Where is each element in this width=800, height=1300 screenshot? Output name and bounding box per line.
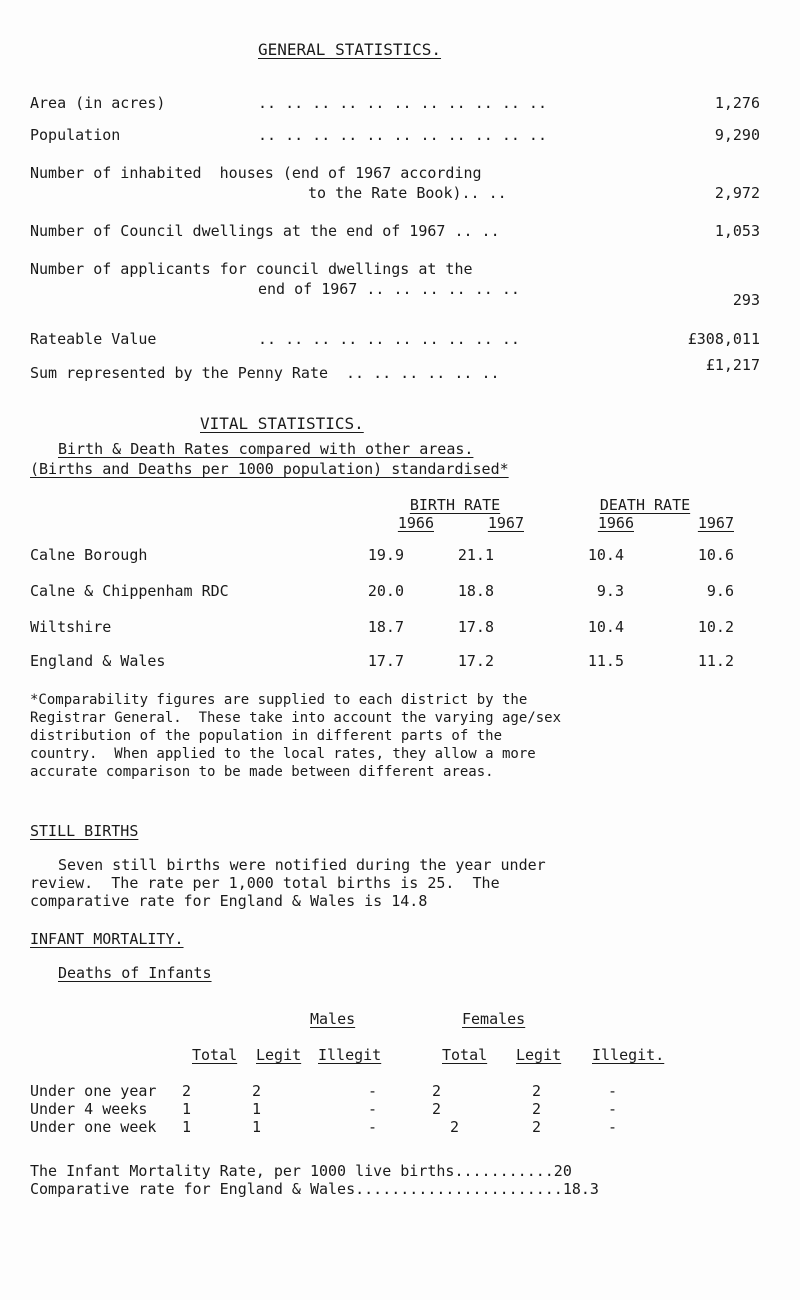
still-births-text: comparative rate for England & Wales is 14.8 [30,892,428,910]
rateable-value-value: £308,011 [687,330,760,348]
table-cell: 21.1 [457,546,494,564]
table-cell: 10.4 [587,546,624,564]
table-cell: - [608,1100,618,1118]
males-header: Males [310,1010,356,1028]
houses-value: 2,972 [714,184,760,202]
applicants-label: Number of applicants for council dwellings at the [30,260,473,278]
table-cell: 2 [532,1118,542,1136]
infant-mortality-heading: INFANT MORTALITY. [30,930,184,948]
footnote-line: Registrar General. These take into account the varying age/sex [30,710,562,726]
table-cell: - [368,1100,378,1118]
table-row-area: Calne & Chippenham RDC [30,582,229,600]
penny-rate-value: £1,217 [705,356,760,374]
table-cell: 1 [182,1118,192,1136]
year-header: 1966 [397,514,434,532]
column-header: Legit [256,1046,302,1064]
column-header: Illegit. [592,1046,665,1064]
table-cell: 2 [532,1100,542,1118]
table-cell: - [608,1118,618,1136]
table-row-label: Under one week [30,1118,157,1136]
year-header: 1967 [697,514,734,532]
table-cell: 2 [182,1082,192,1100]
council-dwellings-value: 1,053 [714,222,760,240]
table-row-label: Under one year [30,1082,157,1100]
footnote-line: accurate comparison to be made between different areas. [30,764,494,780]
penny-rate-dots: .. .. .. .. .. .. [346,364,500,382]
vital-heading: VITAL STATISTICS. [200,414,364,433]
table-cell: 19.9 [367,546,404,564]
table-row-label: Under 4 weeks [30,1100,148,1118]
table-cell: 10.6 [697,546,734,564]
area-dots: .. .. .. .. .. .. .. .. .. .. .. [258,94,547,112]
houses-label-cont: to the Rate Book).. .. [308,184,507,202]
table-cell: 17.7 [367,652,404,670]
table-cell: 20.0 [367,582,404,600]
birth-rate-header: BIRTH RATE [409,496,501,514]
area-label: Area (in acres) [30,94,166,112]
table-cell: 2 [532,1082,542,1100]
table-cell: 17.8 [457,618,494,636]
table-row-area: England & Wales [30,652,166,670]
penny-rate-label: Sum represented by the Penny Rate [30,364,329,382]
table-cell: - [368,1118,378,1136]
table-cell: 9.3 [596,582,624,600]
year-header: 1967 [487,514,524,532]
houses-label: Number of inhabited houses (end of 1967 according [30,164,482,182]
footnote-line: distribution of the population in different parts of the [30,728,503,744]
deaths-of-infants-heading: Deaths of Infants [58,964,212,982]
vital-subheading-1: Birth & Death Rates compared with other areas. [58,440,474,458]
table-cell: 10.4 [587,618,624,636]
table-cell: 11.2 [697,652,734,670]
column-header: Legit [516,1046,562,1064]
table-cell: 9.6 [706,582,734,600]
table-cell: 2 [432,1082,442,1100]
females-header: Females [462,1010,526,1028]
still-births-heading: STILL BIRTHS [30,822,139,840]
infant-mortality-rate: The Infant Mortality Rate, per 1000 live births...........20 [30,1162,572,1180]
applicants-label-cont: end of 1967 .. .. .. .. .. .. [258,280,520,298]
death-rate-header: DEATH RATE [599,496,691,514]
rateable-value-dots: .. .. .. .. .. .. .. .. .. .. [258,330,520,348]
year-header: 1966 [597,514,634,532]
footnote-line: country. When applied to the local rates, they allow a more [30,746,536,762]
table-cell: 2 [450,1118,460,1136]
table-cell: 1 [252,1118,262,1136]
council-dwellings-label: Number of Council dwellings at the end of 1967 .. .. [30,222,500,240]
still-births-text: review. The rate per 1,000 total births is 25. The [30,874,500,892]
table-cell: 2 [252,1082,262,1100]
footnote-line: *Comparability figures are supplied to each district by the [30,692,528,708]
table-row-area: Calne Borough [30,546,148,564]
column-header: Total [192,1046,238,1064]
population-value: 9,290 [714,126,760,144]
area-value: 1,276 [714,94,760,112]
vital-subheading-2: (Births and Deaths per 1000 population) standardised* [30,460,509,478]
table-cell: 1 [182,1100,192,1118]
table-cell: 1 [252,1100,262,1118]
population-dots: .. .. .. .. .. .. .. .. .. .. .. [258,126,547,144]
table-cell: - [368,1082,378,1100]
applicants-value: 293 [732,291,760,309]
table-cell: 11.5 [587,652,624,670]
column-header: Total [442,1046,488,1064]
table-cell: 18.8 [457,582,494,600]
general-heading: GENERAL STATISTICS. [258,40,442,59]
still-births-text: Seven still births were notified during the year under [58,856,546,874]
table-cell: 10.2 [697,618,734,636]
column-header: Illegit [318,1046,382,1064]
rateable-value-label: Rateable Value [30,330,157,348]
table-row-area: Wiltshire [30,618,112,636]
population-label: Population [30,126,121,144]
table-cell: 17.2 [457,652,494,670]
table-cell: 2 [432,1100,442,1118]
table-cell: 18.7 [367,618,404,636]
comparative-rate: Comparative rate for England & Wales.......................18.3 [30,1180,599,1198]
table-cell: - [608,1082,618,1100]
